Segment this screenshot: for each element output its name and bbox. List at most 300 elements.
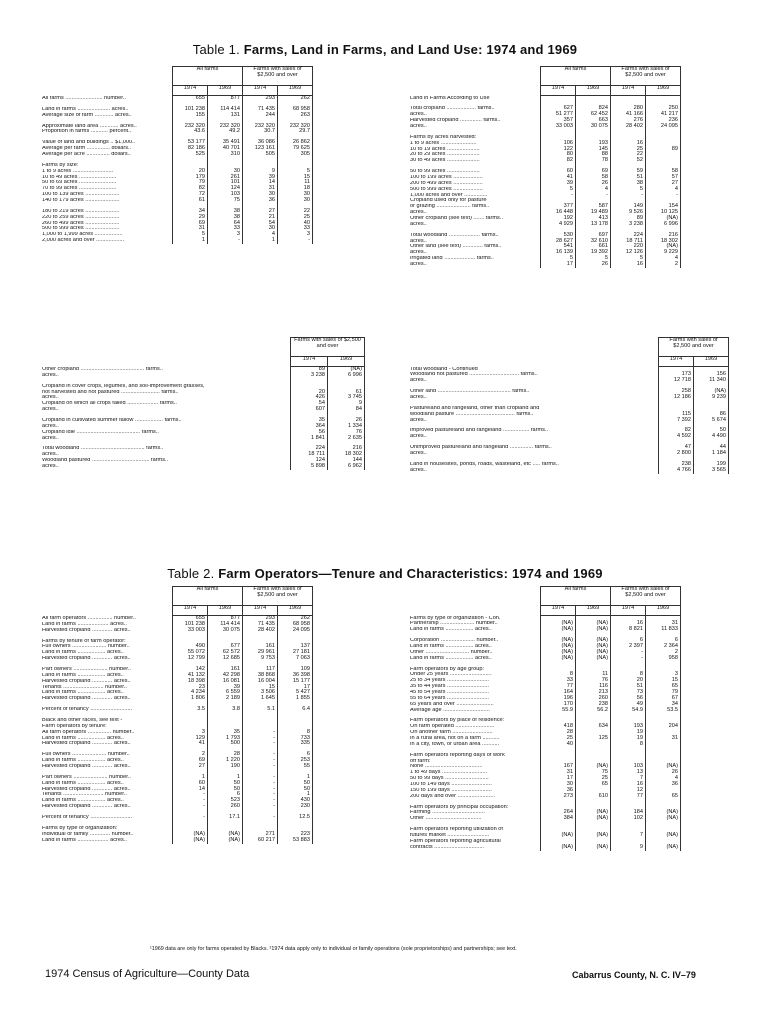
row-value: (NA)	[576, 627, 611, 633]
header-all-farms: All farms	[541, 67, 611, 86]
row-value: 184	[611, 810, 646, 816]
row-value: 5 427	[278, 690, 313, 696]
row-label: or grazing ...................... farms..	[410, 204, 490, 210]
row-value: 5	[541, 256, 576, 262]
row-value: 69	[173, 221, 208, 227]
row-value: 8	[278, 730, 313, 736]
row-value: 16	[611, 621, 646, 627]
table-row	[40, 838, 313, 844]
row-label: Farm operators by principal occupation:	[410, 804, 509, 810]
row-value: 9 753	[243, 656, 278, 662]
row-label: Average per farm ............... dollars..	[42, 146, 132, 152]
row-value: 6	[611, 638, 646, 644]
row-value: 6	[646, 638, 681, 644]
row-value: 9 526	[611, 210, 646, 216]
row-value: 19	[611, 730, 646, 736]
row-value: 6 962	[328, 464, 365, 470]
row-value: 115	[659, 412, 694, 418]
row-value: 114 414	[208, 622, 243, 628]
row-value: 610	[576, 794, 611, 800]
row-value: 39	[541, 181, 576, 187]
row-label: contracts ................................	[410, 844, 484, 850]
row-label: 500 to 999 acres ...................	[410, 186, 483, 192]
row-label: acres..	[410, 394, 427, 400]
row-value: 26 862	[278, 140, 313, 146]
row-value: 78	[576, 158, 611, 164]
row-value: 164	[541, 690, 576, 696]
header-year: 1969	[208, 606, 243, 616]
row-value: 1 220	[208, 758, 243, 764]
row-value: -	[243, 775, 278, 781]
header-blank	[40, 338, 291, 367]
header-year: 1969	[278, 86, 313, 96]
row-value: 364	[291, 424, 328, 430]
row-label: On another farm ..........................	[410, 730, 493, 736]
header-year: 1974	[173, 86, 208, 96]
row-value: 26	[328, 418, 365, 424]
row-value: (NA)	[576, 650, 611, 656]
row-value: 33	[208, 226, 243, 232]
row-value: 40 701	[208, 146, 243, 152]
row-value: (NA)	[646, 833, 681, 839]
row-value: 199	[694, 462, 729, 468]
row-label: Total woodland - Continued	[410, 366, 478, 372]
header-sales: Farms with sales of $2,500 and over	[611, 67, 681, 86]
row-label: 50 to 99 acres .....................	[410, 169, 480, 175]
row-value: 73	[611, 690, 646, 696]
row-value: 89	[646, 147, 681, 153]
row-value: 19	[611, 736, 646, 742]
row-value: 44	[694, 445, 729, 451]
row-value: 49	[611, 702, 646, 708]
row-value: 12	[611, 788, 646, 794]
row-value: 3 565	[694, 468, 729, 474]
row-label: Part owners ...................... number..	[42, 667, 131, 673]
row-label: Farm operators by tenure:	[42, 723, 107, 729]
header-blank	[408, 67, 541, 96]
row-value: 232 320	[243, 124, 278, 130]
row-value: 65	[576, 782, 611, 788]
row-value: 19 392	[576, 250, 611, 256]
row-value: 36	[541, 788, 576, 794]
row-value: (NA)	[173, 838, 208, 844]
row-value: 500	[208, 741, 243, 747]
row-value: 35	[291, 418, 328, 424]
row-value: 232 320	[173, 124, 208, 130]
row-value: 18 711	[611, 239, 646, 245]
row-value: 17.1	[208, 815, 243, 821]
row-label: Other ....................................	[410, 816, 482, 822]
row-value: 276	[611, 118, 646, 124]
row-value: 39	[243, 175, 278, 181]
row-value: 21	[243, 215, 278, 221]
header-year: 1969	[646, 606, 681, 616]
row-label: Land in farms .................... acres..	[42, 621, 127, 627]
row-value: 109	[278, 667, 313, 673]
row-value: -	[173, 798, 208, 804]
row-value: -	[611, 650, 646, 656]
row-value: 16 139	[541, 250, 576, 256]
row-value: 25	[576, 776, 611, 782]
row-value: 224	[611, 233, 646, 239]
row-value: 20	[611, 678, 646, 684]
row-label: 1 to 49 days .............................	[410, 770, 488, 776]
row-value: 190	[208, 764, 243, 770]
row-value: (NA)	[694, 389, 729, 395]
row-label: Unimproved pastureland and rangeland ............... farms..	[410, 445, 552, 451]
row-value: 82	[173, 186, 208, 192]
row-label: Harvested cropland ............. acres..	[42, 786, 131, 792]
row-value: 56	[611, 696, 646, 702]
row-value: 261	[208, 175, 243, 181]
row-value: 10 125	[646, 210, 681, 216]
row-value: 28	[541, 730, 576, 736]
row-value: 42 298	[208, 673, 243, 679]
row-value: -	[243, 798, 278, 804]
row-value: 56	[291, 430, 328, 436]
row-value: -	[243, 736, 278, 742]
row-value: 357	[541, 118, 576, 124]
table2-title	[0, 566, 770, 581]
table-row	[408, 845, 681, 851]
row-value: 16	[611, 141, 646, 147]
row-label: Cropland idle ......................................... farms..	[42, 429, 159, 435]
row-value: 24 095	[646, 124, 681, 130]
row-value: 13	[611, 770, 646, 776]
row-label: acres..	[42, 464, 59, 470]
row-value: 12 685	[208, 656, 243, 662]
row-value: 250	[646, 106, 681, 112]
row-value: 17	[278, 685, 313, 691]
row-label: 55 to 64 years ...........................	[410, 695, 489, 701]
row-value: 103	[611, 764, 646, 770]
row-value: 71 435	[243, 107, 278, 113]
row-value: 31	[646, 621, 681, 627]
row-value: 271	[243, 832, 278, 838]
row-label: Value of land and buildings .. $1,000..	[42, 140, 136, 146]
row-label: woodland pasture ...................................... farms..	[410, 411, 534, 417]
table-row	[40, 238, 313, 244]
row-label: Land in farms .................. acres..	[42, 758, 124, 764]
row-value: 16 004	[243, 679, 278, 685]
row-value: 156	[694, 372, 729, 378]
row-value: -	[243, 764, 278, 770]
row-value: 25	[541, 736, 576, 742]
row-value: 76	[576, 678, 611, 684]
row-label: 1 to 9 acres ..........................	[42, 168, 114, 174]
row-value: 310	[208, 152, 243, 158]
row-value: 18 398	[173, 679, 208, 685]
row-value: 50	[278, 781, 313, 787]
row-value: (NA)	[646, 216, 681, 222]
row-value: 72	[173, 192, 208, 198]
row-value: 5.1	[243, 707, 278, 713]
row-value: 260	[576, 696, 611, 702]
row-value: 117	[243, 667, 278, 673]
table1-left	[40, 66, 313, 244]
row-value: -	[173, 804, 208, 810]
row-value: 53.5	[646, 708, 681, 714]
row-value: 4 929	[541, 222, 576, 228]
row-value: 161	[208, 667, 243, 673]
row-value: 69	[173, 758, 208, 764]
row-label: Tenants .......................... number..	[42, 792, 127, 798]
row-label: Partnership ...................... number..	[410, 621, 498, 627]
row-value: -	[541, 193, 576, 199]
row-value: 50	[694, 428, 729, 434]
row-value: 4 490	[694, 434, 729, 440]
row-value: 54	[243, 221, 278, 227]
row-label: Average age ..............................	[410, 707, 490, 713]
table1-lower-right	[408, 337, 729, 474]
row-value: 79 625	[278, 146, 313, 152]
row-label: Farm operators reporting days of work	[410, 752, 505, 758]
row-value: 125	[576, 736, 611, 742]
row-value: 31	[243, 186, 278, 192]
row-label: Land in farms .................. acres..	[42, 650, 124, 656]
row-value: (NA)	[576, 621, 611, 627]
row-label: 100 to 199 acres ...................	[410, 174, 483, 180]
row-value: 1	[278, 792, 313, 798]
row-label: acres..	[410, 261, 427, 267]
row-label: acres..	[410, 221, 427, 227]
row-value: 101 238	[173, 622, 208, 628]
row-value: 8	[611, 672, 646, 678]
row-value: -	[243, 752, 278, 758]
row-label: Land in farms .................. acres..	[410, 643, 492, 649]
row-label: Other land (see text) ............. farms..	[410, 244, 502, 250]
row-value: 103	[208, 192, 243, 198]
row-value: 170	[541, 702, 576, 708]
row-value: -	[576, 193, 611, 199]
row-value: 154	[646, 204, 681, 210]
row-value: 8	[541, 672, 576, 678]
row-label: All farms ........................ number..	[42, 95, 126, 101]
row-label: acres..	[42, 372, 59, 378]
row-value: 38	[208, 215, 243, 221]
row-value: 40	[541, 742, 576, 748]
row-value: 16 448	[541, 210, 576, 216]
row-label: off farm:	[410, 758, 431, 764]
row-label: Approximate land area ............ acres..	[42, 123, 137, 129]
footer-county-page: Cabarrus County, N. C. IV–79	[572, 970, 696, 980]
row-value: 824	[576, 106, 611, 112]
row-value: 15	[278, 175, 313, 181]
row-label: 10 to 19 acres .....................	[410, 146, 480, 152]
row-label: Farms by tenure of farm operator:	[42, 638, 126, 644]
row-value: 36	[646, 782, 681, 788]
row-value: -	[243, 792, 278, 798]
row-value: 193	[576, 141, 611, 147]
row-value: 273	[541, 794, 576, 800]
footnote: ¹1969 data are only for farms operated by Blacks. ²1974 data apply only to individual or family operations (sole proprietorships) and partnerships; see text.	[150, 946, 517, 952]
table2-right	[408, 586, 681, 851]
row-value: 12 126	[611, 250, 646, 256]
row-value: 155	[173, 113, 208, 119]
row-value: 3	[278, 232, 313, 238]
row-label: 50 to 69 acres ........................	[42, 180, 117, 186]
row-value: 6 559	[208, 690, 243, 696]
row-value: 5	[576, 256, 611, 262]
row-value: 4	[576, 187, 611, 193]
row-value: 22	[611, 152, 646, 158]
row-label: Proportion in farms ........... percent..	[42, 129, 132, 135]
row-value: 20	[291, 390, 328, 396]
row-value: 131	[208, 113, 243, 119]
row-value: 634	[576, 724, 611, 730]
header-year: 1969	[694, 357, 729, 367]
row-value: 4	[243, 232, 278, 238]
row-value: 1	[208, 775, 243, 781]
header-blank	[408, 338, 659, 367]
row-value: 38	[208, 209, 243, 215]
row-value: 173	[659, 372, 694, 378]
row-label: Harvested cropland ............. acres..	[42, 627, 131, 633]
row-value: 114 414	[208, 107, 243, 113]
row-label: 200 days and over ........................	[410, 793, 495, 799]
row-value: 17	[541, 262, 576, 268]
row-label: Under 25 years ...........................	[410, 672, 492, 678]
row-value: (NA)	[646, 845, 681, 851]
row-value: 12 799	[173, 656, 208, 662]
row-value: 1	[243, 238, 278, 244]
row-value: 30	[243, 226, 278, 232]
row-value: 11	[576, 672, 611, 678]
row-value: 71 435	[243, 622, 278, 628]
row-value: (NA)	[541, 833, 576, 839]
header-sales: Farms with sales of $2,500 and over	[243, 67, 313, 86]
header-year: 1974	[541, 86, 576, 96]
row-value: 57	[646, 175, 681, 181]
row-value: 30	[278, 198, 313, 204]
row-value: 3	[173, 730, 208, 736]
row-value: 28	[208, 752, 243, 758]
row-value: (NA)	[576, 644, 611, 650]
row-label: Individual or family ............. number..	[42, 831, 134, 837]
row-value: 7	[611, 833, 646, 839]
row-label: 1 to 9 acres .......................	[410, 140, 477, 146]
row-value: -	[208, 238, 243, 244]
row-value: 236	[646, 118, 681, 124]
row-value: (NA)	[576, 656, 611, 662]
header-year: 1974	[541, 606, 576, 616]
row-value: 263	[278, 113, 313, 119]
row-value: (NA)	[328, 367, 365, 373]
row-value: 18 302	[646, 239, 681, 245]
row-label: acres..	[410, 417, 427, 423]
row-value: 60	[173, 781, 208, 787]
row-value: 293	[243, 96, 278, 102]
row-label: Total woodland .................... farms..	[410, 232, 499, 238]
row-value: 2	[646, 262, 681, 268]
row-label: 100 to 149 days ..........................	[410, 781, 492, 787]
row-label: 10 to 49 acres ........................	[42, 174, 117, 180]
row-label: Cropland used only for pasture	[410, 198, 487, 204]
row-label: Farms by type of organization:	[42, 825, 118, 831]
row-value: (NA)	[541, 650, 576, 656]
row-label: 100 to 139 acres ......................	[42, 192, 120, 198]
row-label: Land in housesites, ponds, roads, wasteland, etc ..... farms..	[410, 461, 559, 467]
row-value: 124	[291, 458, 328, 464]
row-value: 1	[278, 775, 313, 781]
row-value: -	[243, 804, 278, 810]
header-all-farms: All farms	[173, 67, 243, 86]
row-label: acres..	[410, 450, 427, 456]
row-label: acres..	[410, 238, 427, 244]
row-value: 106	[541, 141, 576, 147]
row-value: 62 452	[576, 112, 611, 118]
row-value: 50	[278, 787, 313, 793]
row-value: 54	[291, 401, 328, 407]
row-label: Farm operators reporting utilization of	[410, 827, 503, 833]
row-value: 27 181	[278, 650, 313, 656]
row-value: 26	[646, 770, 681, 776]
row-value: 7	[611, 776, 646, 782]
row-value: 530	[541, 233, 576, 239]
row-value: 75	[576, 770, 611, 776]
row-value: 13 178	[576, 222, 611, 228]
row-value: (NA)	[576, 833, 611, 839]
row-label: 140 to 179 acres ......................	[42, 198, 120, 204]
table1-prefix: Table 1.	[192, 42, 240, 57]
row-value: 6	[278, 752, 313, 758]
row-value: 377	[541, 204, 576, 210]
header-year: 1974	[243, 606, 278, 616]
row-label: None .....................................	[410, 764, 483, 770]
row-value: 65	[646, 684, 681, 690]
header-year: 1969	[278, 606, 313, 616]
row-value: 2 800	[659, 451, 694, 457]
row-value: 18 711	[291, 452, 328, 458]
table1-right	[408, 66, 681, 268]
row-value: 137	[278, 644, 313, 650]
row-value: 1 806	[173, 696, 208, 702]
row-value: 88	[576, 152, 611, 158]
row-value: 82 186	[173, 146, 208, 152]
row-value: 430	[278, 798, 313, 804]
row-value: -	[243, 787, 278, 793]
row-value: 35	[208, 730, 243, 736]
row-label: Irrigated land .................... farms..	[410, 256, 494, 262]
row-value: 55.9	[541, 708, 576, 714]
row-value: 418	[541, 724, 576, 730]
row-value: 68 958	[278, 107, 313, 113]
row-value: 260	[208, 804, 243, 810]
row-value: 144	[328, 458, 365, 464]
row-value: 523	[208, 798, 243, 804]
row-label: Cropland in cover crops, legumes, and soil-improvement grasses,	[42, 383, 205, 389]
row-value: 15	[646, 678, 681, 684]
row-value: 51	[611, 175, 646, 181]
row-value: 31	[646, 736, 681, 742]
row-label: Harvested cropland ............. acres..	[42, 804, 131, 810]
row-value: 26	[576, 181, 611, 187]
row-value: -	[173, 815, 208, 821]
row-value: 56.2	[576, 708, 611, 714]
row-value: 733	[278, 736, 313, 742]
row-value: 82	[659, 428, 694, 434]
row-label: Percent of tenancy ...........................	[42, 707, 133, 713]
row-value: (NA)	[208, 838, 243, 844]
row-value: 3 238	[291, 373, 328, 379]
footer-publication: 1974 Census of Agriculture—County Data	[45, 968, 250, 980]
header-sales: Farms with sales of $2,500 and over	[243, 587, 313, 606]
row-value: 958	[646, 656, 681, 662]
row-value: 5	[611, 187, 646, 193]
row-label: acres..	[42, 435, 59, 441]
row-label: Corporation ...................... number..	[410, 638, 499, 644]
row-label: Land in farms .................. acres..	[410, 655, 492, 661]
